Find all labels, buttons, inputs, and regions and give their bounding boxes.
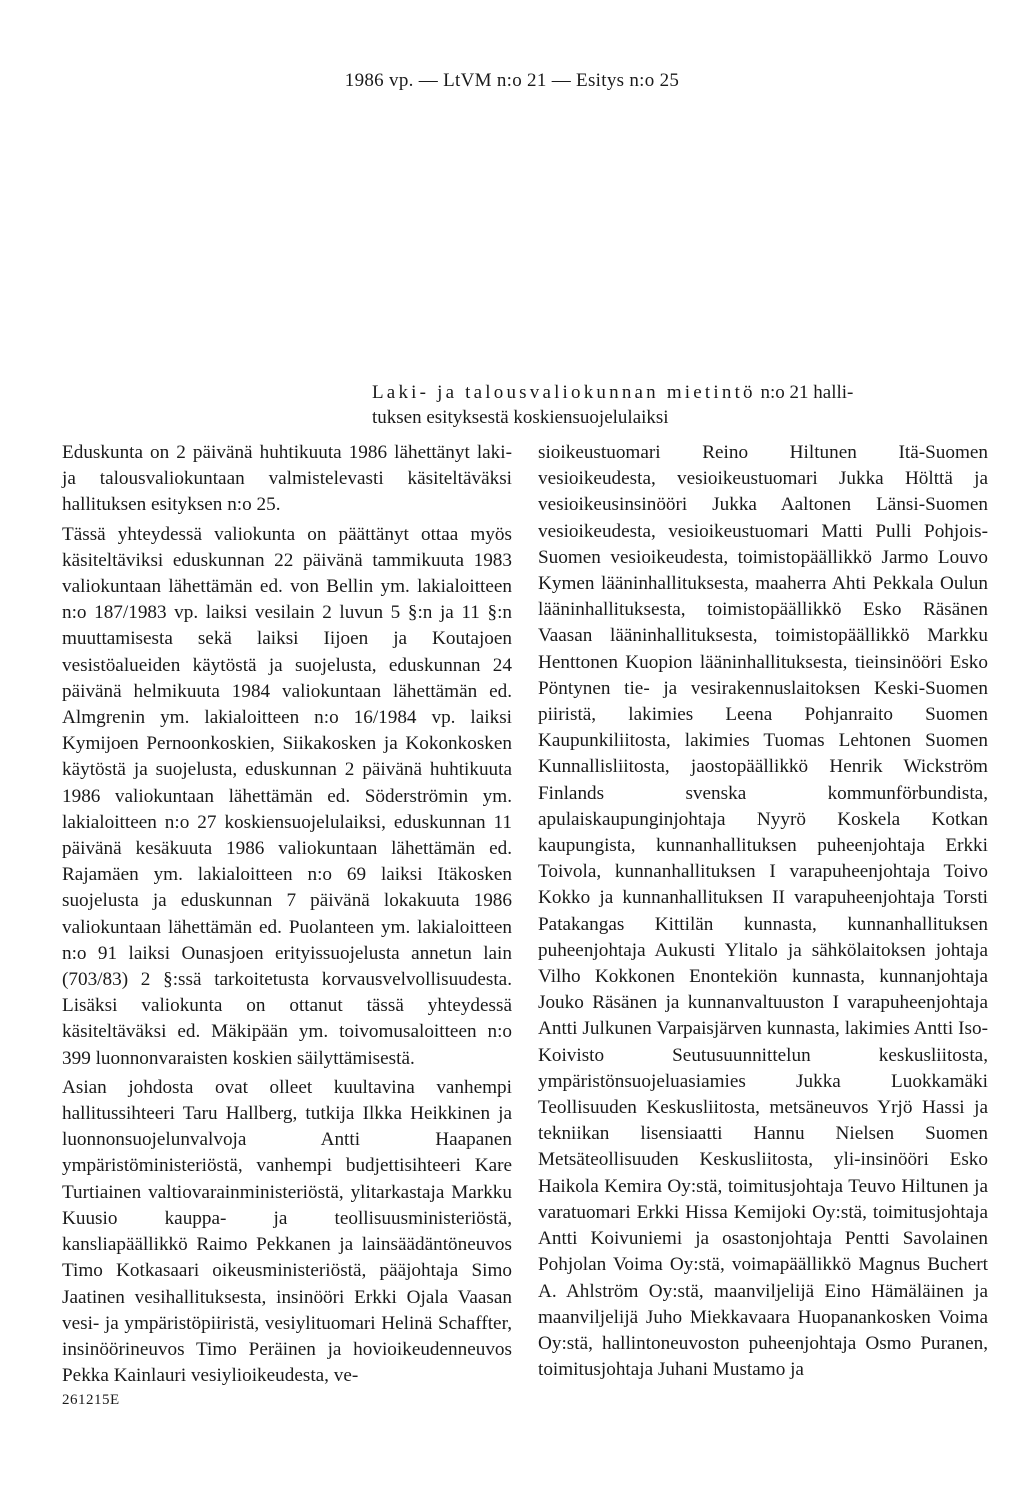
left-column	[62, 440, 512, 1389]
title-line2: tuksen esityksestä koskiensuojelulaiksi	[372, 407, 669, 428]
document-title	[372, 380, 972, 430]
paragraph-experts-continued: sioikeustuomari Reino Hiltunen Itä-Suomen vesioikeudesta, vesioikeustuomari Jukka Hölttä ja vesioikeusinsinööri Jukka Aaltonen Länsi-Suomen vesioikeudesta, vesioikeustuomari Matti Pulli Pohjois-Suomen vesioikeudesta, toimistopäällikkö Jarmo Louvo Kymen lääninhallituksesta, maaherra Ahti Pekkala Oulun lääninhallituksesta, toimistopäällikkö Esko Räsänen Vaasan lääninhallituksesta, toimistopäällikkö Markku Henttonen Kuopion lääninhallituksesta, tieinsinööri Esko Pöntynen tie- ja vesirakennuslaitoksen Keski-Suomen piiristä, lakimies Leena Pohjanraito Suomen Kaupunkiliitosta, lakimies Tuomas Lehtonen Suomen Kunnallisliitosta, jaostopäällikkö Henrik Wickström Finlands svenska kommunförbundista, apulaiskaupunginjohtaja Nyyrö Koskela Kotkan kaupungista, kunnanhallituksen puheenjohtaja Erkki Toivola, kunnanhallituksen I varapuheenjohtaja Toivo Kokko ja kunnanhallituksen II varapuheenjohtaja Torsti Patakangas Kittilän kunnasta, kunnanhallituksen puheenjohtaja Aukusti Ylitalo ja sähkölaitoksen johtaja Vilho Kokkonen Enontekiön kunnasta, kunnanjohtaja Jouko Räsänen ja kunnanvaltuuston I varapuheenjohtaja Antti Julkunen Varpaisjärven kunnasta, lakimies Antti Iso-Koivisto Seutusuunnittelun keskusliitosta, ympäristönsuojeluasiamies Jukka Luokkamäki Teollisuuden Keskusliitosta, metsäneuvos Yrjö Hassi ja tekniikan lisensiaatti Hannu Nielsen Suomen Metsäteollisuuden Keskusliitosta, yli-insinööri Esko Haikola Kemira Oy:stä, toimitusjohtaja Teuvo Hiltunen ja varatuomari Erkki Hissa Kemijoki Oy:stä, toimitusjohtaja Antti Koivuniemi ja osastonjohtaja Pentti Savolainen Pohjolan Voima Oy:stä, voimapäällikkö Magnus Buchert A. Ahlström Oy:stä, maanviljelijä Eino Hämäläinen ja maanviljelijä Juho Miekkavaara Huopanankosken Voima Oy:stä, hallintoneuvoston puheenjohtaja Osmo Puranen, toimitusjohtaja Juhani Mustamo ja	[538, 442, 988, 1381]
running-head: 1986 vp. — LtVM n:o 21 — Esitys n:o 25	[344, 70, 680, 91]
paragraph-related-initiatives: Tässä yhteydessä valiokunta on päättänyt ottaa myös käsiteltäviksi eduskunnan 22 päivänä tammikuuta 1983 valiokuntaan lähettämän ed. von Bellin ym. lakialoitteen n:o 187/1983 vp. laiksi vesilain 2 luvun 5 §:n ja 11 §:n muuttamisesta sekä laiksi Iijoen ja Koutajoen vesistöalueiden käytöstä ja suojelusta, eduskunnan 24 päivänä helmikuuta 1984 valiokuntaan lähettämän ed. Almgrenin ym. lakialoitteen n:o 16/1984 vp. laiksi Kymijoen Pernoonkoskien, Siikakosken ja Kokonkosken käytöstä ja suojelusta, eduskunnan 2 päivänä huhtikuuta 1986 valiokuntaan lähettämän ed. Söderströmin ym. lakialoitteen n:o 27 koskiensuojelulaiksi, eduskunnan 11 päivänä kesäkuuta 1986 valiokuntaan lähettämän ed. Rajamäen ym. lakialoitteen n:o 69 laiksi Itäkosken suojelusta ja eduskunnan 7 päivänä lokakuuta 1986 valiokuntaan lähettämän ed. Puolanteen ym. lakialoitteen n:o 91 laiksi Ounasjoen erityissuojelusta annetun lain (703/83) 2 §:ssä tarkoitetusta korvausvelvollisuudesta. Lisäksi valiokunta on ottanut tässä yhteydessä käsiteltäväksi ed. Mäkipään ym. toivomusaloitteen n:o 399 luonnonvaraisten koskien säilyttämisestä.	[62, 523, 512, 1069]
paragraph-intro: Eduskunta on 2 päivänä huhtikuuta 1986 lähettänyt laki- ja talousvaliokuntaan valmistelevasti käsiteltäväksi hallituksen esityksen n:o 25.	[62, 442, 512, 516]
paragraph-experts-heard: Asian johdosta ovat olleet kuultavina vanhempi hallitussihteeri Taru Hallberg, tutkija Ilkka Heikkinen ja luonnonsuojelunvalvoja Antti Haapanen ympäristöministeriöstä, vanhempi budjettisihteeri Kare Turtiainen valtiovarainministeriöstä, ylitarkastaja Markku Kuusio kauppa- ja teollisuusministeriöstä, kansliapäällikkö Raimo Pekkanen ja lainsäädäntöneuvos Timo Kotkasaari oikeusministeriöstä, pääjohtaja Simo Jaatinen vesihallituksesta, insinööri Erkki Ojala Vaasan vesi- ja ympäristöpiiristä, vesiylituomari Helinä Schaffter, insinöörineuvos Timo Peräinen ja hovioikeudenneuvos Pekka Kainlauri vesiylioikeudesta, ve-	[62, 1076, 512, 1387]
title-line1-rest: n:o 21 halli-	[755, 382, 854, 403]
title-line1-spaced: Laki- ja talousvaliokunnan mietintö	[372, 382, 756, 403]
right-column	[538, 440, 988, 1383]
print-code: 261215E	[62, 1392, 120, 1408]
